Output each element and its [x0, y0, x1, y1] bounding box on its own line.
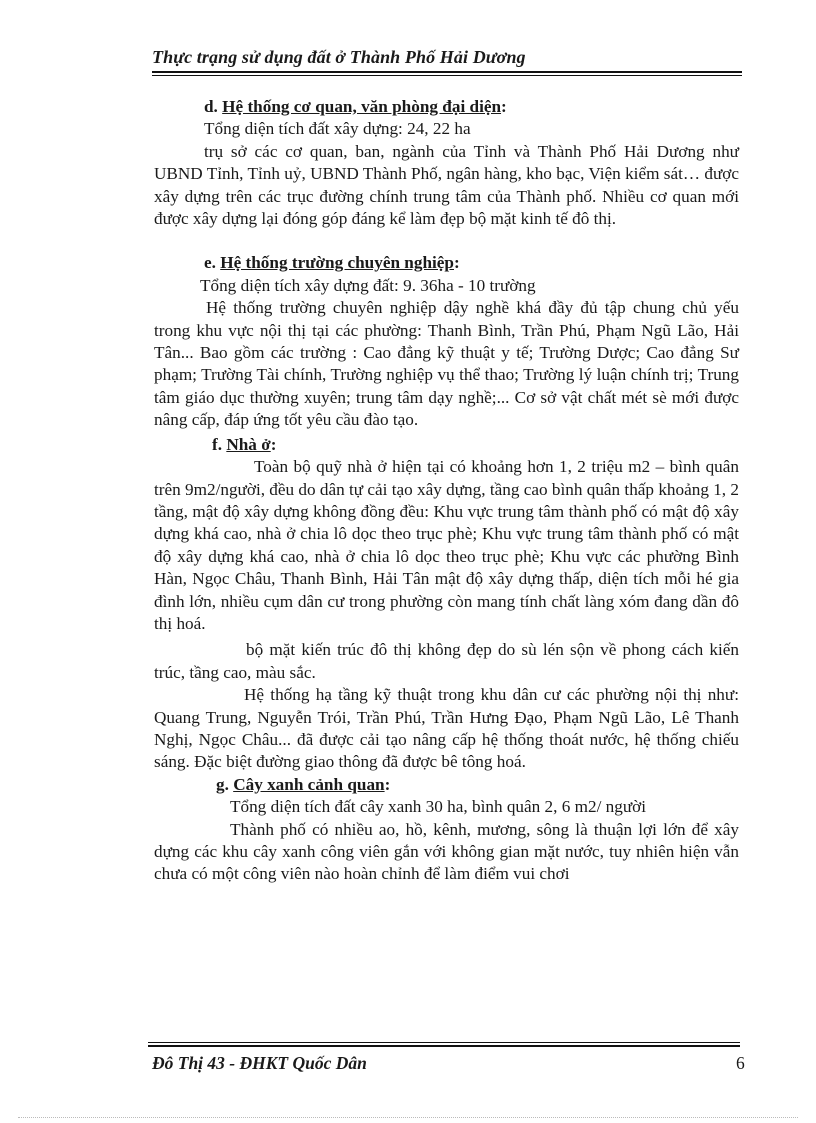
section-d-colon: : — [501, 97, 507, 116]
page-number: 6 — [736, 1053, 745, 1073]
section-g-heading — [154, 774, 739, 796]
footer-rule — [148, 1042, 740, 1047]
section-d-title: Hệ thống cơ quan, văn phòng đại diện — [222, 97, 502, 116]
section-d-heading — [154, 96, 739, 118]
page-bottom-dotted-line — [18, 1117, 798, 1118]
section-e-colon: : — [454, 253, 460, 273]
section-f-body-2: bộ mặt kiến trúc đô thị không đẹp do sù lén sộn về phong cách kiến trúc, tầng cao, màu sắc. — [154, 640, 739, 682]
spacer — [154, 230, 739, 252]
section-f-heading — [154, 434, 739, 456]
section-f-prefix: f. — [212, 434, 227, 454]
section-f-title: Nhà ở — [226, 434, 271, 454]
section-f-body-1: Toàn bộ quỹ nhà ở hiện tại có khoảng hơn 1, 2 triệu m2 – bình quân trên 9m2/người, đều do dân tự cải tạo xây dựng, tầng cao bình quân thấp khoảng 1, 2 tầng, mật độ xây dựng không đồng đều: Khu vực trung tâm thành phố có mật độ xây dựng khá cao, nhà ở chia lô dọc theo trục phè; Khu vực trung tâm thành phố có mật độ xây dựng khá cao, nhà ở chia lô dọc theo trục phè; Khu vực các phường Bình Hàn, Ngọc Châu, Thanh Bình, Hải Tân mật độ xây dựng thấp, diện tích mỗi hé gia đình lớn, nhiều cụm dân cư trong phường còn mang tính chất làng xóm đang dần đô thị hoá. — [154, 457, 739, 633]
section-e-heading — [154, 252, 739, 274]
section-d-body: trụ sở các cơ quan, ban, ngành của Tỉnh và Thành Phố Hải Dương như UBND Tỉnh, Tỉnh uỷ, UBND Thành Phố, ngân hàng, kho bạc, Viện kiểm sát… được xây dựng trên các trục đường chính trung tâm của Thành phố. Nhiều cơ quan mới được xây dựng lại đóng góp đáng kể làm đẹp bộ mặt kinh tế đô thị. — [154, 141, 739, 229]
section-d-prefix: d. — [204, 97, 223, 116]
page-content — [154, 96, 739, 886]
section-e-prefix: e. — [204, 253, 221, 273]
section-e-area: Tổng diện tích xây dựng đất: 9. 36ha - 10 trường — [200, 275, 536, 295]
section-d-area: Tổng diện tích đất xây dựng: 24, 22 ha — [204, 119, 471, 139]
section-g-colon: : — [384, 774, 391, 794]
section-f-colon: : — [270, 434, 277, 454]
section-g-title: Cây xanh cảnh quan — [233, 774, 385, 794]
section-g-area: Tổng diện tích đất cây xanh 30 ha, bình quân 2, 6 m2/ người — [230, 797, 647, 817]
section-g-prefix: g. — [216, 774, 234, 794]
section-e-title: Hệ thống trường chuyên nghiệp — [220, 253, 454, 273]
page-header-title: Thực trạng sử dụng đất ở Thành Phố Hải Dương — [152, 47, 526, 67]
section-e-body: Hệ thống trường chuyên nghiệp dậy nghề khá đầy đủ tập chung chủ yếu trong khu vực nội thị tại các phường: Thanh Bình, Trần Phú, Phạm Ngũ Lão, Hải Tân... Bao gồm các trường : Cao đẳng kỹ thuật y tế; Trường Dược; Cao đẳng Sư phạm; Trường Tài chính, Trường nghiệp vụ thể thao; Trường lý luận chính trị; Trung tâm giáo dục thường xuyên; trung tâm dạy nghề;... Cơ sở vật chất mét sè mới được nâng cấp, đáp ứng tốt yêu cầu đào tạo. — [154, 298, 739, 430]
section-f-body-3: Hệ thống hạ tầng kỹ thuật trong khu dân cư các phường nội thị như: Quang Trung, Nguyễn Trói, Trần Phú, Trần Hưng Đạo, Phạm Ngũ Lão, Lê Thanh Nghị, Ngọc Châu... đã được cải tạo nâng cấp hệ thống thoát nước, hệ thống chiếu sáng. Đặc biệt đường giao thông đã được bê tông hoá. — [154, 685, 739, 772]
header-rule — [152, 71, 742, 76]
section-g-body: Thành phố có nhiều ao, hồ, kênh, mương, sông là thuận lợi lớn để xây dựng các khu cây xanh công viên gắn với không gian mặt nước, tuy nhiên hiện vẫn chưa có một công viên nào hoàn chỉnh để làm điểm vui chơi — [154, 819, 739, 884]
footer-source: Đô Thị 43 - ĐHKT Quốc Dân — [152, 1053, 367, 1073]
